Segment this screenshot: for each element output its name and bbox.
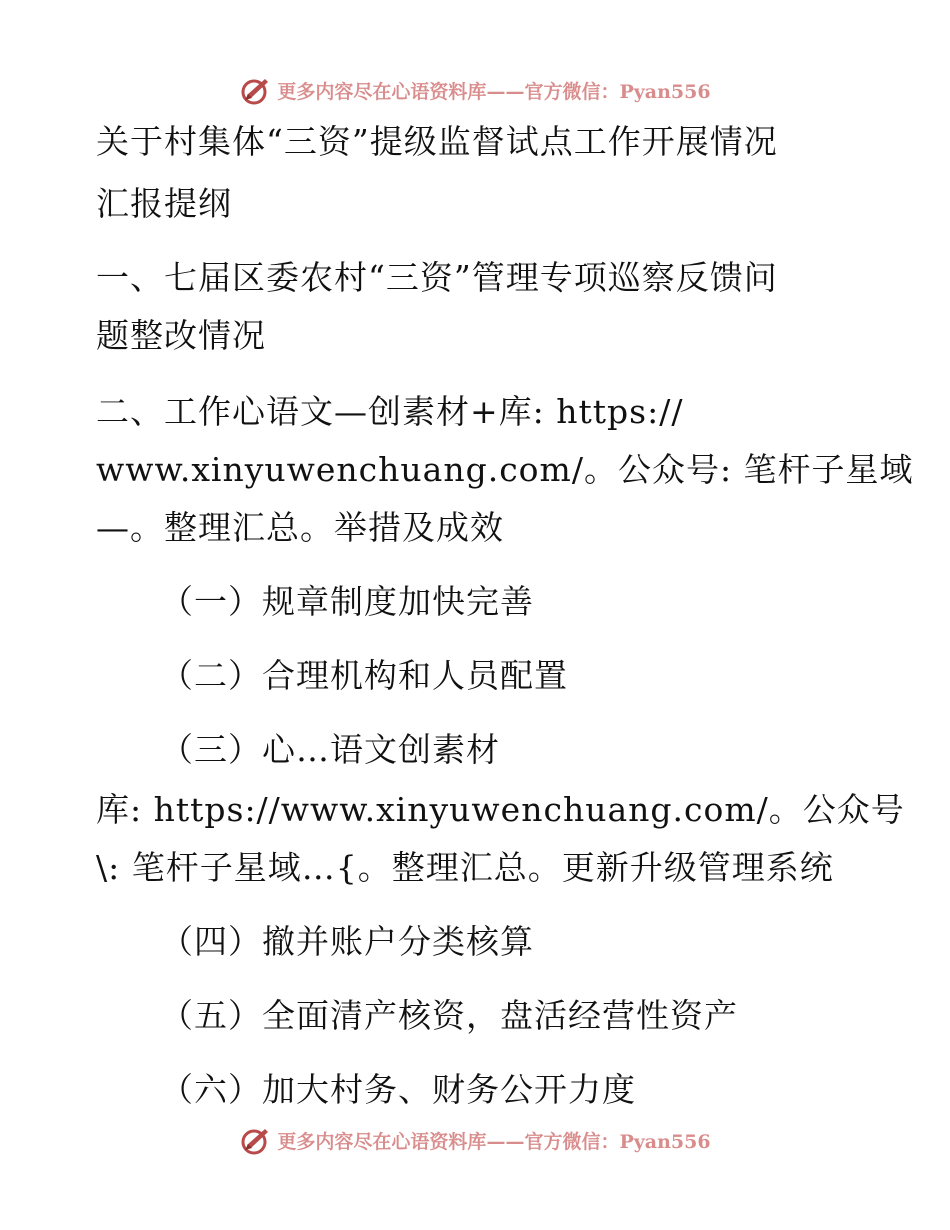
section-2-heading-line-2: www.xinyuwenchuang.com/。公众号: 笔杆子星域 [96,450,914,489]
pen-logo-icon [239,73,273,107]
list-item-4: （四）撤并账户分类核算 [160,922,534,961]
section-2-heading-line-1: 二、工作心语文—创素材+库: https:// [96,392,684,431]
section-1-heading-line-2: 题整改情况 [96,316,266,355]
pen-logo-icon [239,1123,273,1157]
list-item-3-wrap-line-1: 库: https://www.xinyuwenchuang.com/。公众号 [96,790,905,829]
footer-watermark-banner [0,1120,950,1160]
list-item-3: （三）心…语文创素材 [160,730,500,769]
section-2-heading-line-3: —。整理汇总。举措及成效 [96,508,504,547]
section-1-heading-line-1: 一、七届区委农村“三资”管理专项巡察反馈问 [96,258,778,297]
watermark-text: 更多内容尽在心语资料库——官方微信：Pyan556 [277,80,711,103]
list-item-5: （五）全面清产核资，盘活经营性资产 [160,996,738,1035]
watermark-text: 更多内容尽在心语资料库——官方微信：Pyan556 [277,1130,711,1153]
header-watermark-banner [0,70,950,110]
document-title-line-1: 关于村集体“三资”提级监督试点工作开展情况 [96,122,778,161]
document-title-line-2: 汇报提纲 [96,184,232,223]
list-item-1: （一）规章制度加快完善 [160,582,534,621]
list-item-6: （六）加大村务、财务公开力度 [160,1070,636,1109]
list-item-3-wrap-line-2: \: 笔杆子星域…{。整理汇总。更新升级管理系统 [96,848,834,887]
list-item-2: （二）合理机构和人员配置 [160,656,568,695]
